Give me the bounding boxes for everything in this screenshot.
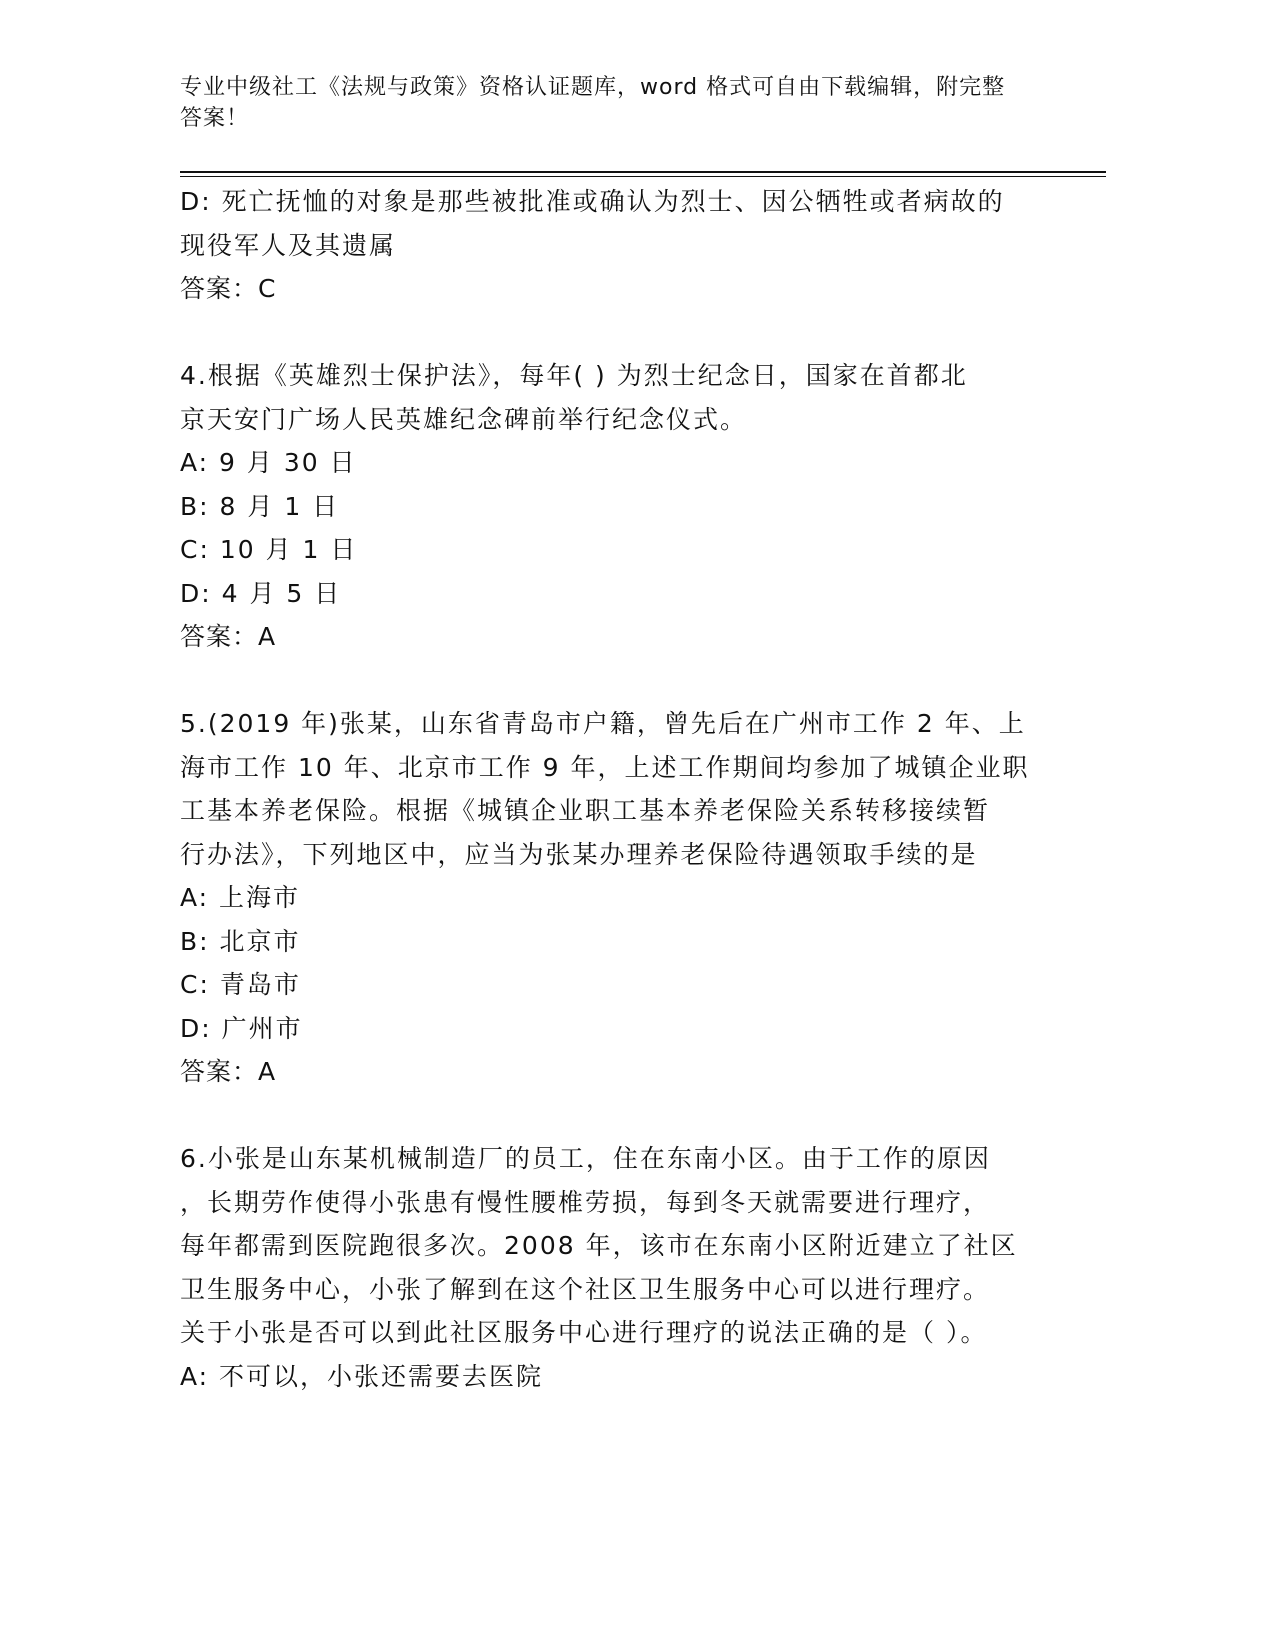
- q6-stem-line-5: 关于小张是否可以到此社区服务中心进行理疗的说法正确的是（ ）。: [180, 1318, 988, 1347]
- q6-option-a: A: 不可以，小张还需要去医院: [180, 1361, 544, 1391]
- q4-stem-line-2: 京天安门广场人民英雄纪念碑前举行纪念仪式。: [180, 404, 748, 434]
- q3-option-d-line-2: 现役军人及其遗属: [180, 230, 397, 260]
- q3-option-d-line-1: D: 死亡抚恤的对象是那些被批准或确认为烈士、因公牺牲或者病故的: [180, 187, 1005, 216]
- q5-option-b: B: 北京市: [180, 926, 301, 956]
- q4-answer: 答案：A: [180, 622, 277, 651]
- q6-stem-line-4: 卫生服务中心，小张了解到在这个社区卫生服务中心可以进行理疗。: [180, 1274, 991, 1304]
- q5-stem-line-1: 5.(2019 年)张某，山东省青岛市户籍，曾先后在广州市工作 2 年、上: [180, 709, 1026, 738]
- header-line-2: 答案！: [180, 106, 250, 131]
- question-5: [180, 702, 1040, 1094]
- q5-option-d: D: 广州市: [180, 1013, 303, 1043]
- question-spacer: [180, 659, 1040, 703]
- header-line-1: 专业中级社工《法规与政策》资格认证题库，word 格式可自由下载编辑，附完整: [180, 75, 1006, 100]
- question-4: [180, 354, 1040, 659]
- header-divider-thin: [180, 176, 1106, 177]
- q6-stem-line-1: 6.小张是山东某机械制造厂的员工，住在东南小区。由于工作的原因: [180, 1144, 991, 1173]
- question-spacer: [180, 311, 1040, 355]
- q5-stem-line-2: 海市工作 10 年、北京市工作 9 年，上述工作期间均参加了城镇企业职: [180, 752, 1030, 782]
- question-spacer: [180, 1094, 1040, 1138]
- q6-stem-line-2: ，长期劳作使得小张患有慢性腰椎劳损，每到冬天就需要进行理疗，: [180, 1187, 991, 1217]
- question-6: [180, 1137, 1040, 1398]
- q4-option-b: B: 8 月 1 日: [180, 491, 340, 521]
- question-content: [180, 180, 1040, 1398]
- q5-option-c: C: 青岛市: [180, 970, 301, 999]
- q5-stem-line-3: 工基本养老保险。根据《城镇企业职工基本养老保险关系转移接续暂: [180, 796, 991, 825]
- header-divider-thick: [180, 171, 1106, 173]
- q4-option-a: A: 9 月 30 日: [180, 448, 357, 477]
- question-3-tail: [180, 180, 1040, 311]
- q5-stem-line-4: 行办法》，下列地区中，应当为张某办理养老保险待遇领取手续的是: [180, 839, 978, 869]
- q6-stem-line-3: 每年都需到医院跑很多次。2008 年，该市在东南小区附近建立了社区: [180, 1231, 1018, 1260]
- q4-option-c: C: 10 月 1 日: [180, 535, 358, 564]
- q4-option-d: D: 4 月 5 日: [180, 578, 342, 608]
- q4-stem-line-1: 4.根据《英雄烈士保护法》，每年( ) 为烈士纪念日，国家在首都北: [180, 361, 968, 390]
- q3-answer: 答案：C: [180, 274, 277, 303]
- page-header: [180, 72, 1060, 134]
- q5-option-a: A: 上海市: [180, 883, 301, 912]
- q5-answer: 答案：A: [180, 1057, 277, 1086]
